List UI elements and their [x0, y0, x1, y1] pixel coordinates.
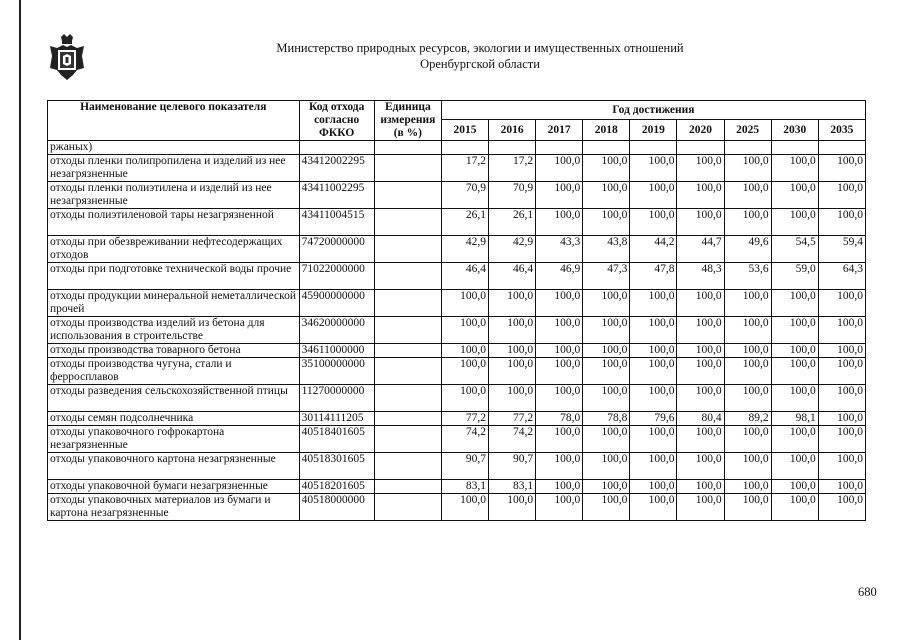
target-value: 100,0 — [724, 453, 771, 480]
target-value: 100,0 — [536, 290, 583, 317]
target-value: 100,0 — [677, 480, 724, 494]
indicator-name: отходы упаковочной бумаги незагрязненные — [48, 480, 300, 494]
target-value: 100,0 — [630, 317, 677, 344]
region-name: Оренбургской области — [420, 57, 540, 71]
indicator-name: отходы разведения сельскохозяйственной птицы — [48, 385, 300, 412]
target-value: 100,0 — [818, 426, 865, 453]
year-header: 2017 — [536, 120, 583, 141]
table-row — [48, 344, 866, 358]
unit-cell — [374, 317, 441, 344]
indicator-name: отходы пленки полиэтилена и изделий из нее незагрязненные — [48, 182, 300, 209]
col-header-unit-line1: Единица — [384, 101, 431, 113]
target-value: 100,0 — [818, 155, 865, 182]
target-value: 100,0 — [536, 426, 583, 453]
target-value: 89,2 — [724, 412, 771, 426]
target-value: 78,0 — [536, 412, 583, 426]
waste-code: 40518000000 — [299, 494, 374, 521]
target-value: 100,0 — [724, 358, 771, 385]
target-value: 100,0 — [771, 453, 818, 480]
target-value: 48,3 — [677, 263, 724, 290]
target-value: 100,0 — [536, 385, 583, 412]
target-value: 100,0 — [818, 385, 865, 412]
unit-cell — [374, 426, 441, 453]
table-row — [48, 480, 866, 494]
target-value: 100,0 — [630, 480, 677, 494]
col-header-code-line1: Код отхода — [308, 101, 365, 113]
target-value: 100,0 — [583, 209, 630, 236]
binding-line — [19, 0, 21, 640]
target-value: 100,0 — [630, 290, 677, 317]
target-value: 100,0 — [677, 494, 724, 521]
unit-cell — [374, 385, 441, 412]
waste-code: 40518401605 — [299, 426, 374, 453]
target-value: 100,0 — [724, 344, 771, 358]
target-value: 44,2 — [630, 236, 677, 263]
empty-cell — [441, 141, 488, 155]
empty-cell — [818, 141, 865, 155]
target-value: 77,2 — [441, 412, 488, 426]
year-header: 2035 — [818, 120, 865, 141]
indicator-name: отходы полиэтиленовой тары незагрязненной — [48, 209, 300, 236]
target-value: 100,0 — [677, 209, 724, 236]
target-value: 100,0 — [536, 209, 583, 236]
target-value: 100,0 — [583, 290, 630, 317]
target-value: 100,0 — [441, 290, 488, 317]
target-value: 100,0 — [724, 426, 771, 453]
target-value: 70,9 — [441, 182, 488, 209]
indicator-name: отходы производства товарного бетона — [48, 344, 300, 358]
target-value: 100,0 — [536, 155, 583, 182]
waste-code: 71022000000 — [299, 263, 374, 290]
indicator-name: отходы производства изделий из бетона для использования в строительстве — [48, 317, 300, 344]
waste-code: 30114111205 — [299, 412, 374, 426]
target-value: 49,6 — [724, 236, 771, 263]
target-value: 100,0 — [771, 480, 818, 494]
indicator-name: отходы упаковочного картона незагрязненные — [48, 453, 300, 480]
target-value: 90,7 — [441, 453, 488, 480]
target-value: 100,0 — [630, 385, 677, 412]
col-header-years: Год достижения — [441, 101, 865, 120]
target-value: 100,0 — [818, 317, 865, 344]
col-header-name: Наименование целевого показателя — [48, 101, 300, 141]
coat-of-arms-icon — [47, 34, 87, 82]
table-row — [48, 317, 866, 344]
unit-cell — [374, 209, 441, 236]
target-value: 100,0 — [536, 453, 583, 480]
target-value: 100,0 — [724, 385, 771, 412]
target-value: 100,0 — [818, 453, 865, 480]
waste-code: 43412002295 — [299, 155, 374, 182]
target-value: 64,3 — [818, 263, 865, 290]
waste-code: 11270000000 — [299, 385, 374, 412]
indicator-name: отходы продукции минеральной неметаллической прочей — [48, 290, 300, 317]
target-value: 100,0 — [441, 358, 488, 385]
target-value: 100,0 — [630, 494, 677, 521]
target-value: 100,0 — [724, 494, 771, 521]
year-header: 2019 — [630, 120, 677, 141]
target-value: 74,2 — [441, 426, 488, 453]
target-value: 47,3 — [583, 263, 630, 290]
target-value: 74,2 — [489, 426, 536, 453]
target-value: 26,1 — [441, 209, 488, 236]
target-value: 100,0 — [583, 453, 630, 480]
target-value: 100,0 — [818, 480, 865, 494]
unit-cell — [374, 290, 441, 317]
target-value: 100,0 — [583, 155, 630, 182]
target-value: 100,0 — [677, 385, 724, 412]
unit-cell — [374, 236, 441, 263]
table-row — [48, 263, 866, 290]
target-value: 78,8 — [583, 412, 630, 426]
target-value: 43,8 — [583, 236, 630, 263]
indicator-name: отходы производства чугуна, стали и ферросплавов — [48, 358, 300, 385]
table-row — [48, 426, 866, 453]
target-value: 83,1 — [489, 480, 536, 494]
target-value: 100,0 — [441, 317, 488, 344]
target-value: 100,0 — [771, 385, 818, 412]
waste-code: 34620000000 — [299, 317, 374, 344]
empty-cell — [299, 141, 374, 155]
target-value: 100,0 — [630, 344, 677, 358]
empty-cell — [630, 141, 677, 155]
target-value: 59,4 — [818, 236, 865, 263]
target-value: 17,2 — [489, 155, 536, 182]
target-value: 100,0 — [489, 344, 536, 358]
target-value: 100,0 — [771, 344, 818, 358]
target-value: 100,0 — [536, 358, 583, 385]
waste-code: 40518201605 — [299, 480, 374, 494]
target-value: 43,3 — [536, 236, 583, 263]
target-value: 42,9 — [441, 236, 488, 263]
target-value: 83,1 — [441, 480, 488, 494]
target-value: 100,0 — [724, 290, 771, 317]
year-header: 2025 — [724, 120, 771, 141]
waste-code: 45900000000 — [299, 290, 374, 317]
target-value: 100,0 — [536, 494, 583, 521]
empty-cell — [489, 141, 536, 155]
target-value: 54,5 — [771, 236, 818, 263]
target-value: 100,0 — [536, 317, 583, 344]
target-value: 100,0 — [677, 182, 724, 209]
target-value: 100,0 — [583, 426, 630, 453]
indicator-name: отходы при обезвреживании нефтесодержащих отходов — [48, 236, 300, 263]
target-value: 100,0 — [489, 317, 536, 344]
empty-cell — [536, 141, 583, 155]
target-value: 100,0 — [771, 209, 818, 236]
target-value: 79,6 — [630, 412, 677, 426]
target-value: 100,0 — [441, 344, 488, 358]
target-value: 59,0 — [771, 263, 818, 290]
table-row — [48, 290, 866, 317]
target-value: 100,0 — [630, 182, 677, 209]
target-value: 100,0 — [818, 494, 865, 521]
target-value: 100,0 — [489, 358, 536, 385]
target-value: 100,0 — [536, 182, 583, 209]
target-value: 100,0 — [771, 317, 818, 344]
waste-code: 40518301605 — [299, 453, 374, 480]
target-value: 100,0 — [630, 426, 677, 453]
target-value: 100,0 — [724, 155, 771, 182]
target-value: 17,2 — [441, 155, 488, 182]
target-value: 100,0 — [583, 480, 630, 494]
table-row — [48, 385, 866, 412]
target-value: 100,0 — [724, 182, 771, 209]
target-value: 100,0 — [771, 182, 818, 209]
year-header: 2020 — [677, 120, 724, 141]
table-row — [48, 412, 866, 426]
target-value: 100,0 — [441, 385, 488, 412]
waste-code: 34611000000 — [299, 344, 374, 358]
waste-code: 35100000000 — [299, 358, 374, 385]
table-row-fragment — [48, 141, 866, 155]
target-value: 100,0 — [583, 344, 630, 358]
target-value: 100,0 — [536, 344, 583, 358]
target-value: 100,0 — [677, 358, 724, 385]
indicator-name: отходы упаковочного гофрокартона незагрязненные — [48, 426, 300, 453]
table-row — [48, 155, 866, 182]
unit-cell — [374, 480, 441, 494]
col-header-unit-line3: (в %) — [393, 127, 422, 139]
col-header-code-line3: ФККО — [319, 127, 355, 139]
unit-cell — [374, 263, 441, 290]
targets-table — [47, 100, 866, 521]
target-value: 26,1 — [489, 209, 536, 236]
empty-cell — [374, 141, 441, 155]
unit-cell — [374, 344, 441, 358]
target-value: 100,0 — [489, 494, 536, 521]
indicator-name: отходы семян подсолнечника — [48, 412, 300, 426]
target-value: 100,0 — [583, 494, 630, 521]
document-header — [230, 40, 730, 72]
target-value: 70,9 — [489, 182, 536, 209]
waste-code: 43411004515 — [299, 209, 374, 236]
target-value: 100,0 — [630, 358, 677, 385]
target-value: 53,6 — [724, 263, 771, 290]
target-value: 100,0 — [724, 209, 771, 236]
target-value: 90,7 — [489, 453, 536, 480]
target-value: 100,0 — [818, 344, 865, 358]
target-value: 100,0 — [677, 290, 724, 317]
unit-cell — [374, 155, 441, 182]
col-header-unit-line2: измерения — [380, 114, 436, 126]
unit-cell — [374, 494, 441, 521]
waste-code: 74720000000 — [299, 236, 374, 263]
table-row — [48, 209, 866, 236]
year-header: 2016 — [489, 120, 536, 141]
col-header-code-line2: согласно — [314, 114, 360, 126]
target-value: 100,0 — [677, 453, 724, 480]
empty-cell — [677, 141, 724, 155]
row-name-fragment: ржаных) — [48, 141, 300, 155]
table-row — [48, 236, 866, 263]
year-header: 2030 — [771, 120, 818, 141]
target-value: 100,0 — [583, 317, 630, 344]
empty-cell — [583, 141, 630, 155]
indicator-name: отходы пленки полипропилена и изделий из нее незагрязненные — [48, 155, 300, 182]
target-value: 100,0 — [677, 317, 724, 344]
indicator-name: отходы упаковочных материалов из бумаги и картона незагрязненные — [48, 494, 300, 521]
unit-cell — [374, 453, 441, 480]
target-value: 100,0 — [583, 182, 630, 209]
target-value: 46,9 — [536, 263, 583, 290]
year-header: 2015 — [441, 120, 488, 141]
target-value: 80,4 — [677, 412, 724, 426]
target-value: 100,0 — [818, 290, 865, 317]
unit-cell — [374, 182, 441, 209]
target-value: 100,0 — [771, 358, 818, 385]
table-row — [48, 494, 866, 521]
target-value: 100,0 — [724, 317, 771, 344]
col-header-unit — [374, 101, 441, 141]
target-value: 42,9 — [489, 236, 536, 263]
target-value: 100,0 — [630, 453, 677, 480]
target-value: 100,0 — [818, 412, 865, 426]
col-header-code — [299, 101, 374, 141]
target-value: 100,0 — [818, 182, 865, 209]
table-row — [48, 453, 866, 480]
target-value: 46,4 — [441, 263, 488, 290]
unit-cell — [374, 358, 441, 385]
target-value: 100,0 — [630, 209, 677, 236]
target-value: 100,0 — [677, 426, 724, 453]
target-value: 47,8 — [630, 263, 677, 290]
target-value: 100,0 — [489, 290, 536, 317]
empty-cell — [771, 141, 818, 155]
target-value: 44,7 — [677, 236, 724, 263]
target-value: 100,0 — [677, 344, 724, 358]
target-value: 100,0 — [489, 385, 536, 412]
target-value: 100,0 — [724, 480, 771, 494]
target-value: 46,4 — [489, 263, 536, 290]
indicator-name: отходы при подготовке технической воды прочие — [48, 263, 300, 290]
target-value: 77,2 — [489, 412, 536, 426]
empty-cell — [724, 141, 771, 155]
target-value: 100,0 — [771, 155, 818, 182]
target-value: 100,0 — [630, 155, 677, 182]
target-value: 98,1 — [771, 412, 818, 426]
target-value: 100,0 — [583, 385, 630, 412]
target-value: 100,0 — [818, 358, 865, 385]
table-body — [48, 141, 866, 521]
table-row — [48, 182, 866, 209]
target-value: 100,0 — [677, 155, 724, 182]
target-value: 100,0 — [536, 480, 583, 494]
waste-code: 43411002295 — [299, 182, 374, 209]
target-value: 100,0 — [441, 494, 488, 521]
target-value: 100,0 — [818, 209, 865, 236]
target-value: 100,0 — [771, 494, 818, 521]
target-value: 100,0 — [771, 290, 818, 317]
unit-cell — [374, 412, 441, 426]
target-value: 100,0 — [771, 426, 818, 453]
target-value: 100,0 — [583, 358, 630, 385]
year-header: 2018 — [583, 120, 630, 141]
page-number: 680 — [858, 585, 877, 599]
table-row — [48, 358, 866, 385]
ministry-name: Министерство природных ресурсов, экологии и имущественных отношений — [276, 41, 684, 55]
table-header — [48, 101, 866, 141]
